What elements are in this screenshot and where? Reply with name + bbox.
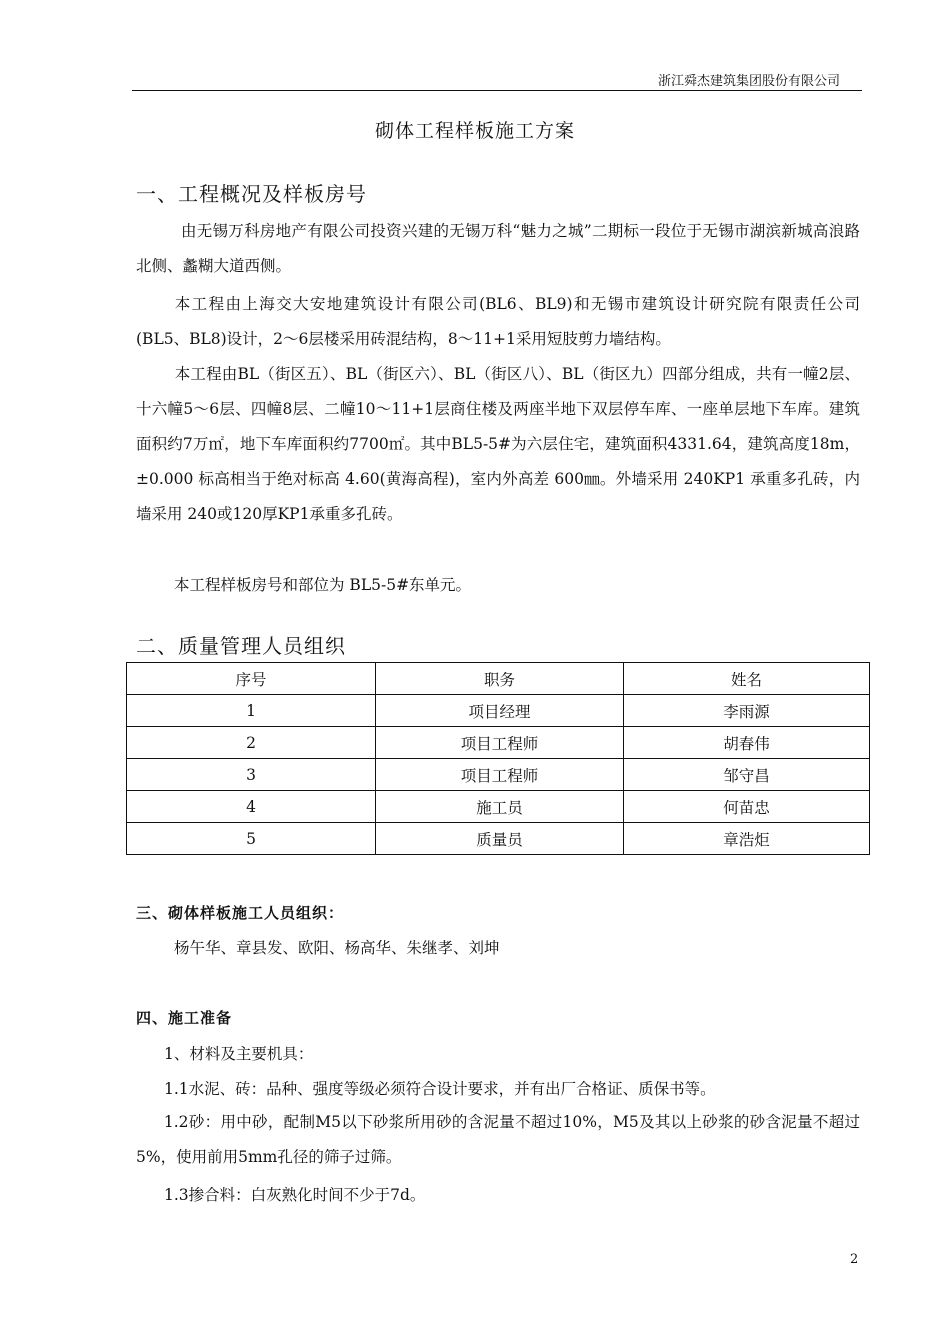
section-1-paragraph-3: 本工程由BL（街区五）、BL（街区六）、BL（街区八）、BL（街区九）四部分组成，共有一幢2层、十六幢5～6层、四幢8层、二幢10～11+1层商住楼及两座半地下双层停车库、一座单层地下车库。建筑面积约7万㎡，地下车库面积约7700㎡。其中BL5-5#为六层住宅，建筑面积4331.64，建筑高度18m，±0.000 标高相当于绝对标高 4.60(黄海高程)，室内外高差 600㎜。外墙采用 240KP1 承重多孔砖，内墙采用 240或120厚KP1承重多孔砖。 — [136, 365, 860, 523]
table-cell: 项目工程师 — [376, 727, 624, 759]
table-row — [127, 759, 870, 791]
column-header: 职务 — [376, 663, 624, 695]
table-cell: 胡春伟 — [624, 727, 870, 759]
page-header — [132, 68, 862, 91]
section-1-paragraph-2: 本工程由上海交大安地建筑设计有限公司(BL6、BL9)和无锡市建筑设计研究院有限责任公司(BL5、BL8)设计，2～6层楼采用砖混结构，8～11+1采用短肢剪力墙结构。 — [136, 295, 860, 348]
section-4-item-1: 1、材料及主要机具： — [164, 1045, 314, 1063]
document-title: 砌体工程样板施工方案 — [374, 120, 575, 142]
table-row — [127, 791, 870, 823]
column-header: 姓名 — [624, 663, 870, 695]
table-cell: 何苗忠 — [624, 791, 870, 823]
header-company: 浙江舜杰建筑集团股份有限公司 — [657, 74, 840, 89]
table-cell: 3 — [127, 759, 376, 791]
table-cell: 项目经理 — [376, 695, 624, 727]
table-cell: 5 — [127, 823, 376, 855]
table-cell: 2 — [127, 727, 376, 759]
section-1-paragraph-1: 由无锡万科房地产有限公司投资兴建的无锡万科“魅力之城”二期标一段位于无锡市湖滨新城高浪路北侧、蠡糊大道西侧。 — [136, 222, 860, 275]
section-2-heading: 二、质量管理人员组织 — [136, 634, 346, 658]
table-cell: 章浩炬 — [624, 823, 870, 855]
section-4-item-1-3: 1.3掺合料：白灰熟化时间不少于7d。 — [164, 1186, 426, 1204]
table-cell: 邹守昌 — [624, 759, 870, 791]
section-3-names: 杨午华、章县发、欧阳、杨高华、朱继孝、刘坤 — [174, 939, 500, 957]
table-row — [127, 823, 870, 855]
table-cell: 质量员 — [376, 823, 624, 855]
quality-staff-table — [126, 662, 870, 855]
table-cell: 项目工程师 — [376, 759, 624, 791]
table-row — [127, 727, 870, 759]
section-1-paragraph-4: 本工程样板房号和部位为 BL5-5#东单元。 — [174, 576, 472, 594]
table-header-row — [127, 663, 870, 695]
page-number: 2 — [850, 1252, 859, 1267]
table-cell: 施工员 — [376, 791, 624, 823]
section-3-heading: 三、砌体样板施工人员组织： — [136, 904, 345, 922]
table-cell: 1 — [127, 695, 376, 727]
section-4-heading: 四、施工准备 — [136, 1009, 233, 1027]
section-1-heading: 一、工程概况及样板房号 — [136, 182, 367, 206]
table-cell: 李雨源 — [624, 695, 870, 727]
section-4-item-1-1: 1.1水泥、砖：品种、强度等级必须符合设计要求，并有出厂合格证、质保书等。 — [164, 1080, 716, 1098]
table-cell: 4 — [127, 791, 376, 823]
section-4-item-1-2: 1.2砂：用中砂，配制M5以下砂浆所用砂的含泥量不超过10%，M5及其以上砂浆的砂含泥量不超过5%，使用前用5mm孔径的筛子过筛。 — [136, 1113, 860, 1166]
table-row — [127, 695, 870, 727]
column-header: 序号 — [127, 663, 376, 695]
